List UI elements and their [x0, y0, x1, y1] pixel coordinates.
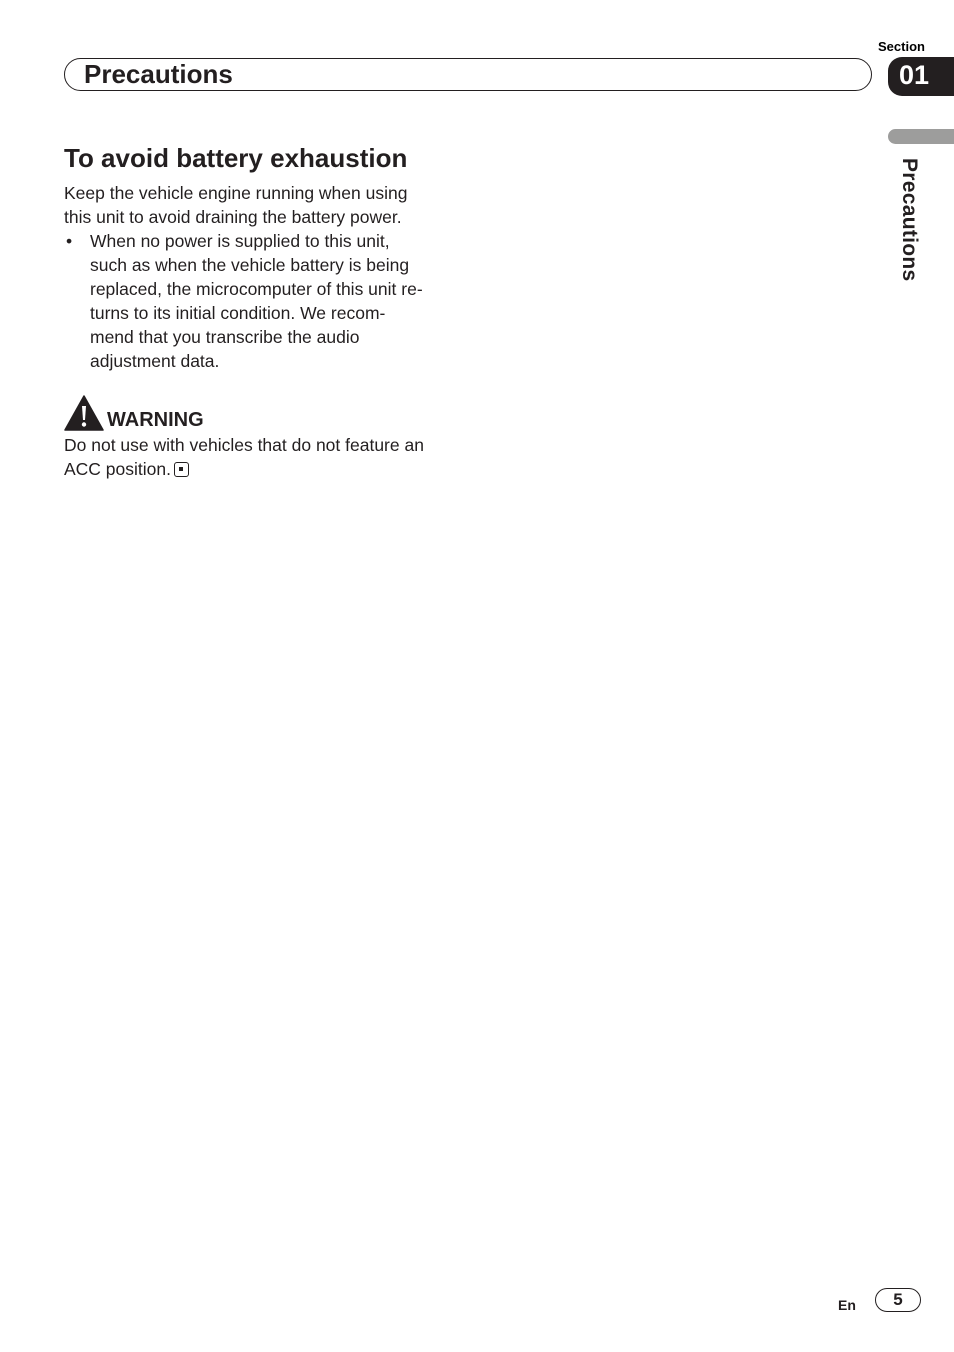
bullet-line: adjustment data. [90, 351, 220, 371]
main-content [64, 140, 464, 481]
warning-header [64, 393, 464, 431]
end-of-section-icon [174, 462, 189, 477]
section-number: 01 [899, 60, 930, 90]
bullet-icon: • [66, 231, 73, 251]
bullet-list [64, 229, 464, 373]
side-tab-label: Precautions [898, 158, 921, 282]
bullet-line: turns to its initial condition. We recom- [90, 303, 386, 323]
warning-block [64, 393, 464, 481]
intro-paragraph [64, 181, 464, 229]
list-item [64, 229, 464, 373]
warning-triangle-icon [64, 395, 104, 431]
footer-language: En [838, 1297, 856, 1313]
warning-line [64, 457, 464, 481]
bullet-line: When no power is supplied to this unit, [90, 231, 390, 251]
section-label: Section [878, 39, 925, 54]
bullet-line: mend that you transcribe the audio [90, 327, 360, 347]
intro-line: Keep the vehicle engine running when using [64, 183, 408, 203]
page-number: 5 [875, 1288, 921, 1312]
warning-line: Do not use with vehicles that do not feature an [64, 435, 424, 455]
warning-text [64, 433, 464, 481]
intro-line: this unit to avoid draining the battery power. [64, 207, 402, 227]
bullet-line: replaced, the microcomputer of this unit re- [90, 279, 423, 299]
warning-line-text: ACC position. [64, 459, 171, 479]
warning-title: WARNING [107, 409, 204, 431]
bullet-line: such as when the vehicle battery is being [90, 255, 410, 275]
side-tab-marker [888, 129, 954, 144]
page-heading: To avoid battery exhaustion [64, 143, 408, 173]
header-title: Precautions [84, 59, 233, 89]
